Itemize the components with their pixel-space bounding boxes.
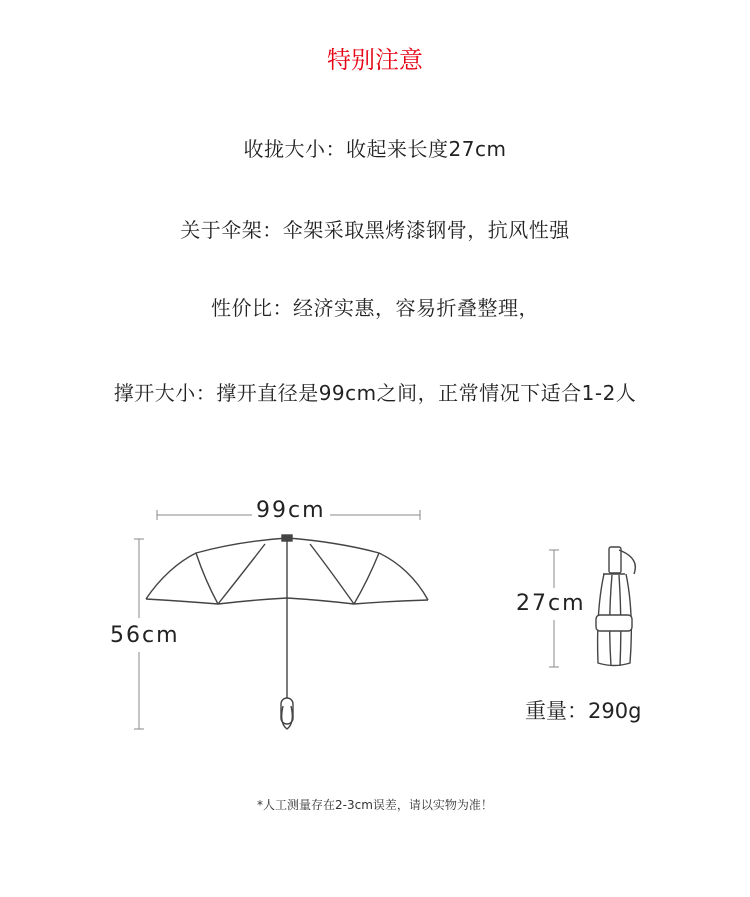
folded-umbrella-icon [596,547,635,666]
spec-frame: 关于伞架：伞架采取黑烤漆钢骨，抗风性强 [180,218,570,242]
open-diameter-label: 99cm [256,498,326,523]
spec-value: 性价比：经济实惠，容易折叠整理， [211,296,539,320]
open-height-label: 56cm [110,623,180,648]
weight-label: 重量：290g [525,699,642,723]
folded-length-label: 27cm [516,591,586,616]
measurement-note: *人工测量存在2-3cm误差，请以实物为准！ [257,798,493,812]
spec-open-size: 撑开大小：撑开直径是99cm之间，正常情况下适合1-2人 [113,381,637,405]
spec-folded-size: 收拢大小：收起来长度27cm [243,137,507,161]
page-title: 特别注意 [327,46,423,74]
open-umbrella-icon [146,535,428,729]
